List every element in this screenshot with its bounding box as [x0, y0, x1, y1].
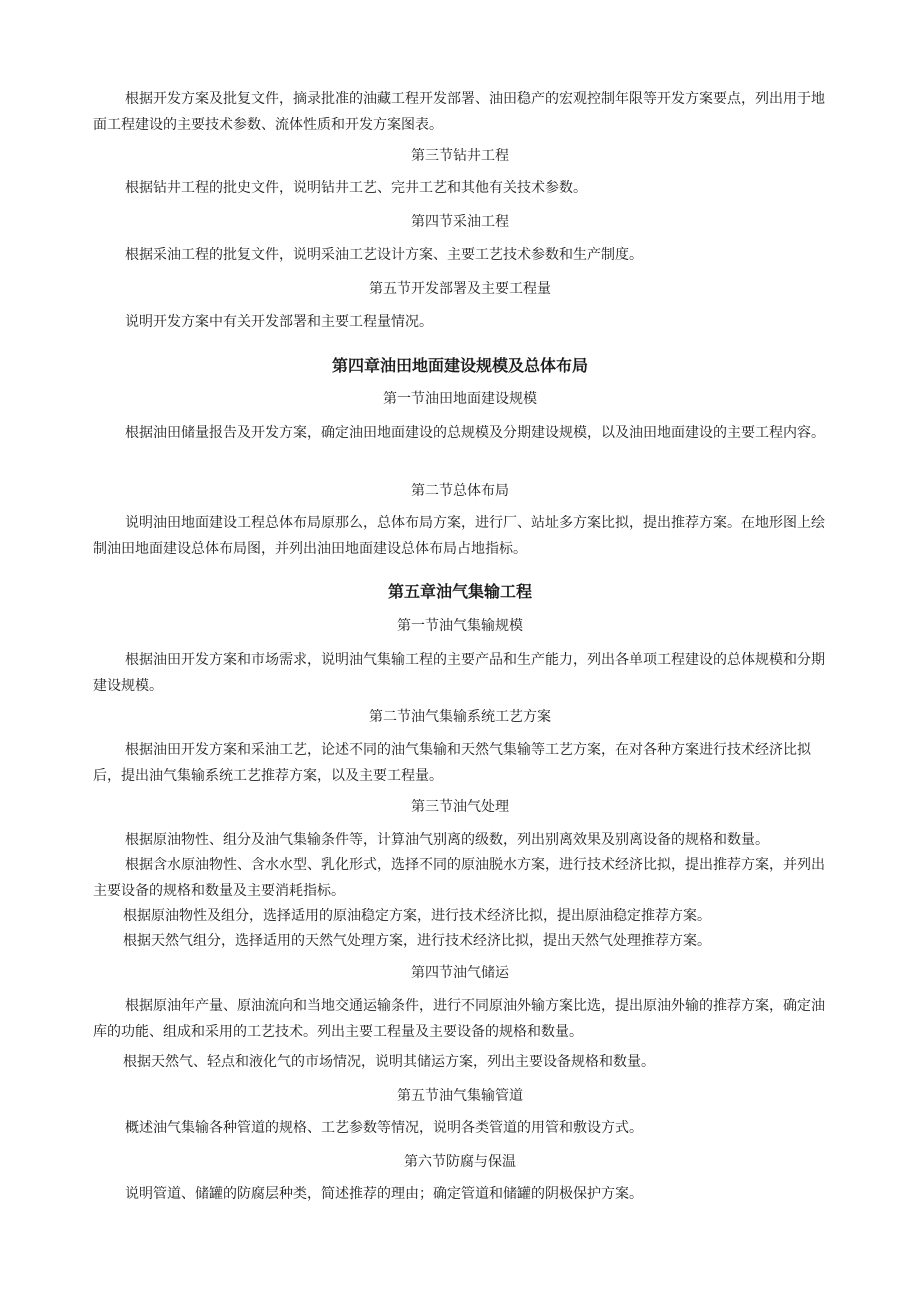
- chapter-title-5: 第五章油气集输工程: [387, 582, 532, 601]
- section-title-overall-layout: 第二节总体布局: [411, 483, 509, 499]
- section-title-deployment: 第五节开发部署及主要工程量: [369, 281, 551, 297]
- section-title-oil-gas-processing: 第三节油气处理: [411, 799, 509, 815]
- paragraph-crude-export: 根据原油年产量、原油流向和当地交通运输条件，进行不同原油外输方案比选，提出原油外输的推荐方案，确定油库的功能、组成和采用的工艺技术。列出主要工程量及主要设备的规格和数量。: [93, 998, 825, 1040]
- section-title-corrosion-insulation: 第六节防腐与保温: [404, 1154, 516, 1170]
- paragraph-corrosion-insulation: 说明管道、储罐的防腐层种类，简述推荐的理由；确定管道和储罐的阴极保护方案。: [125, 1186, 643, 1202]
- paragraph-deployment: 说明开发方案中有关开发部署和主要工程量情况。: [125, 314, 433, 330]
- paragraph-gathering-scale: 根据油田开发方案和市场需求，说明油气集输工程的主要产品和生产能力，列出各单项工程建设的总体规模和分期建设规模。: [93, 652, 825, 694]
- section-title-pipelines: 第五节油气集输管道: [397, 1088, 523, 1104]
- paragraph-oil-production: 根据采油工程的批复文件，说明采油工艺设计方案、主要工艺技术参数和生产制度。: [125, 247, 643, 263]
- paragraph-gathering-process: 根据油田开发方案和采油工艺，论述不同的油气集输和天然气集输等工艺方案，在对各种方案进行技术经济比拟后，提出油气集输系统工艺推荐方案，以及主要工程量。: [93, 742, 811, 784]
- paragraph-drilling: 根据钻井工程的批史文件，说明钻井工艺、完井工艺和其他有关技术参数。: [125, 180, 587, 196]
- chapter-title-4: 第四章油田地面建设规模及总体布局: [331, 356, 588, 375]
- paragraph-gas-processing: 根据天然气组分，选择适用的天然气处理方案，进行技术经济比拟，提出天然气处理推荐方案。: [123, 933, 711, 949]
- paragraph-overall-layout: 说明油田地面建设工程总体布局原那么，总体布局方案，进行厂、站址多方案比拟，提出推荐方案。在地形图上绘制油田地面建设总体布局图，并列出油田地面建设总体布局占地指标。: [93, 515, 825, 557]
- section-title-drilling: 第三节钻井工程: [411, 148, 509, 164]
- paragraph-separation: 根据原油物性、组分及油气集输条件等，计算油气别离的级数，列出别离效果及别离设备的规格和数量。: [125, 832, 769, 848]
- paragraph-pipelines: 概述油气集输各种管道的规格、工艺参数等情况，说明各类管道的用管和敷设方式。: [125, 1120, 643, 1136]
- paragraph-gas-storage: 根据天然气、轻点和液化气的市场情况，说明其储运方案，列出主要设备规格和数量。: [123, 1054, 655, 1070]
- paragraph-dehydration: 根据含水原油物性、含水水型、乳化形式，选择不同的原油脱水方案，进行技术经济比拟，提出推荐方案，并列出主要设备的规格和数量及主要消耗指标。: [93, 857, 825, 899]
- section-title-gathering-process: 第二节油气集输系统工艺方案: [369, 709, 551, 725]
- section-title-gathering-scale: 第一节油气集输规模: [397, 618, 523, 634]
- paragraph-construction-scale: 根据油田储量报告及开发方案，确定油田地面建设的总规模及分期建设规模，以及油田地面建设的主要工程内容。: [125, 425, 825, 441]
- section-title-storage-transport: 第四节油气储运: [411, 965, 509, 981]
- section-title-construction-scale: 第一节油田地面建设规模: [383, 391, 537, 407]
- section-title-oil-production: 第四节采油工程: [411, 214, 509, 230]
- paragraph-development-plan: 根据开发方案及批复文件，摘录批准的油藏工程开发部署、油田稳产的宏观控制年限等开发方案要点，列出用于地面工程建设的主要技术参数、流体性质和开发方案图表。: [93, 91, 825, 133]
- paragraph-stabilization: 根据原油物性及组分，选择适用的原油稳定方案，进行技术经济比拟，提出原油稳定推荐方案。: [123, 908, 711, 924]
